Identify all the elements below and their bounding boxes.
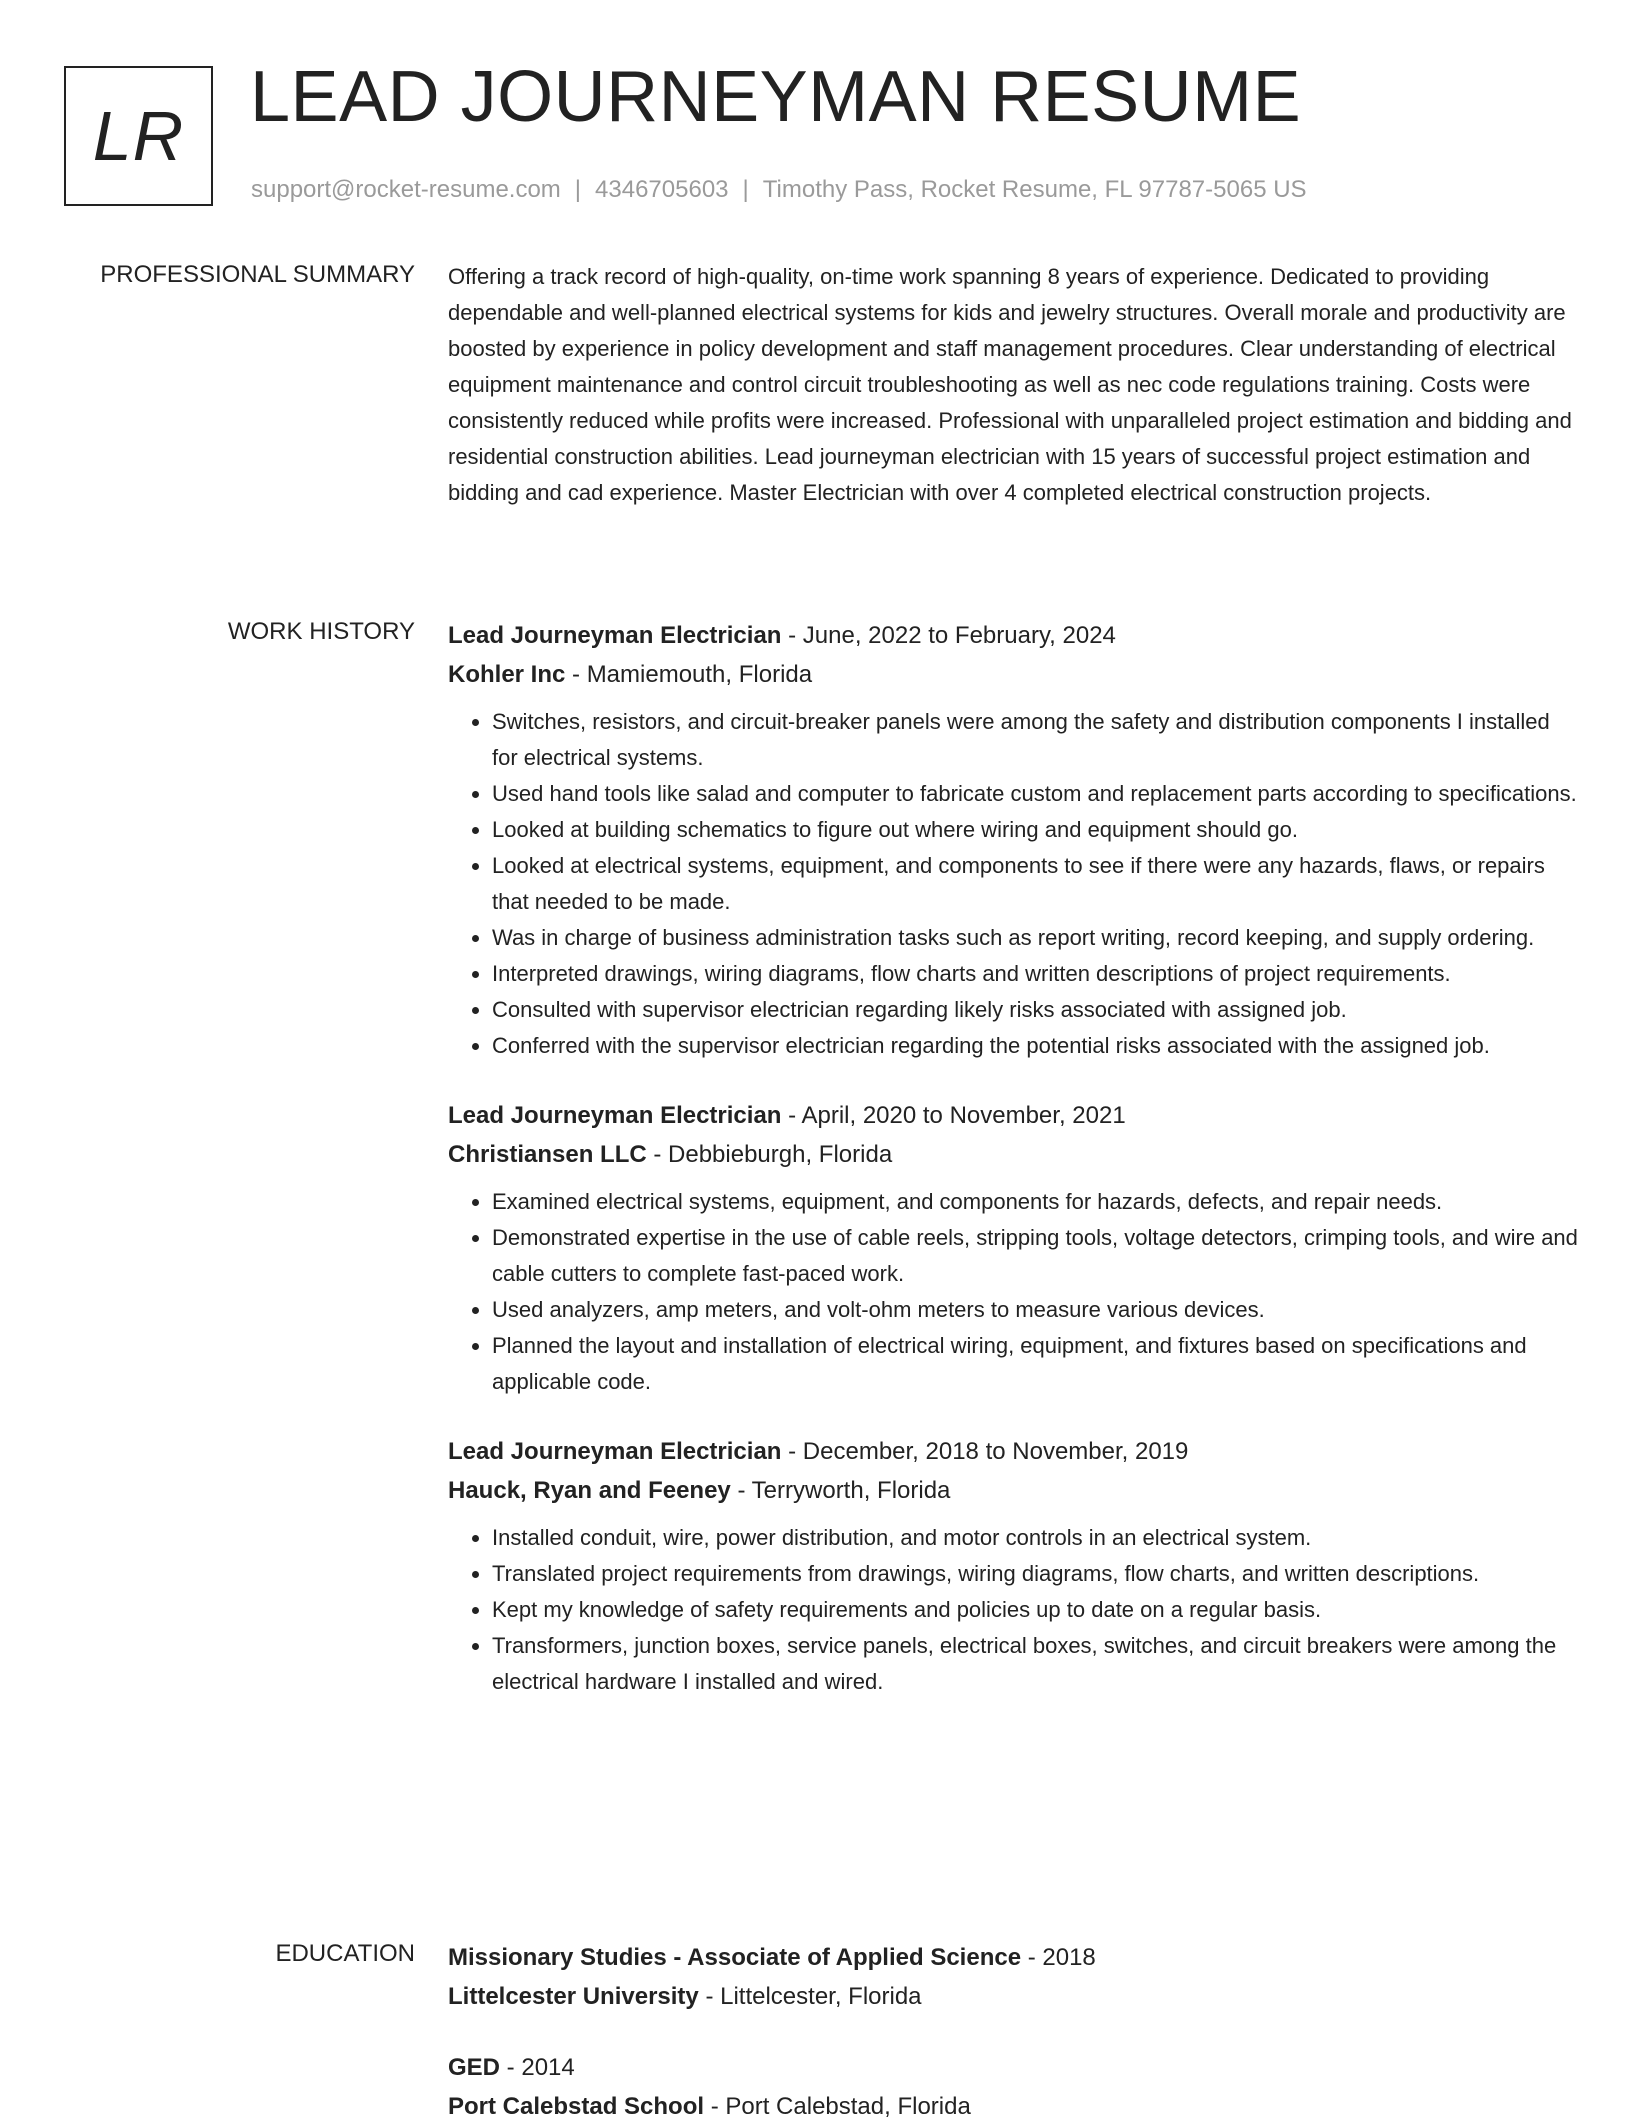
education-year: - 2018: [1021, 1944, 1096, 1971]
list-item: • Installed conduit, wire, power distribution, and motor controls in an electrical system.: [492, 1520, 1578, 1556]
education-entry: [448, 2048, 1578, 2126]
contact-line: [251, 176, 1307, 204]
page-title: LEAD JOURNEYMAN RESUME: [250, 57, 1302, 137]
list-item: • Kept my knowledge of safety requirements and policies up to date on a regular basis.: [492, 1592, 1578, 1628]
list-item: • Transformers, junction boxes, service panels, electrical boxes, switches, and circuit breakers were among the electrical hardware I installed and wired.: [492, 1628, 1578, 1700]
job-title-line: [448, 1096, 1578, 1135]
job-location: - Debbieburgh, Florida: [646, 1141, 893, 1168]
list-item: • Demonstrated expertise in the use of cable reels, stripping tools, voltage detectors, crimping tools, and wire and cable cutters to complete fast-paced work.: [492, 1220, 1578, 1292]
job-dates: - December, 2018 to November, 2019: [781, 1438, 1189, 1465]
list-item: • Switches, resistors, and circuit-breaker panels were among the safety and distribution components I installed for electrical systems.: [492, 704, 1578, 776]
list-item: • Consulted with supervisor electrician regarding likely risks associated with assigned job.: [492, 992, 1578, 1028]
list-item: • Looked at building schematics to figure out where wiring and equipment should go.: [492, 812, 1578, 848]
job-entry: [448, 1096, 1578, 1400]
job-title: Lead Journeyman Electrician: [448, 622, 782, 649]
job-dates: - June, 2022 to February, 2024: [781, 622, 1116, 649]
job-title: Lead Journeyman Electrician: [448, 1438, 782, 1465]
education-year: - 2014: [500, 2054, 575, 2081]
summary-label: PROFESSIONAL SUMMARY: [100, 261, 415, 288]
contact-phone[interactable]: 4346705603: [595, 176, 729, 203]
education-entry: [448, 1938, 1578, 2016]
education-degree-line: [448, 1938, 1578, 1977]
education-label: EDUCATION: [275, 1940, 415, 1967]
list-item: • Examined electrical systems, equipment, and components for hazards, defects, and repair needs.: [492, 1184, 1578, 1220]
job-company-line: [448, 1135, 1578, 1174]
job-entry: [448, 1432, 1578, 1700]
job-title-line: [448, 1432, 1578, 1471]
education-school-line: [448, 2087, 1578, 2126]
list-item: • Was in charge of business administration tasks such as report writing, record keeping, and supply ordering.: [492, 920, 1578, 956]
list-item: • Planned the layout and installation of electrical wiring, equipment, and fixtures based on specifications and applicable code.: [492, 1328, 1578, 1400]
job-location: - Mamiemouth, Florida: [565, 661, 813, 688]
job-company: Christiansen LLC: [448, 1141, 647, 1168]
monogram-logo: LR: [64, 66, 213, 206]
resume-header: [64, 57, 1564, 211]
job-dates: - April, 2020 to November, 2021: [781, 1102, 1126, 1129]
job-title: Lead Journeyman Electrician: [448, 1102, 782, 1129]
job-bullets: [448, 1184, 1578, 1400]
contact-separator: |: [742, 176, 749, 203]
contact-address: Timothy Pass, Rocket Resume, FL 97787-5065 US: [762, 176, 1307, 203]
job-company-line: [448, 1471, 1578, 1510]
list-item: • Used hand tools like salad and computer to fabricate custom and replacement parts according to specifications.: [492, 776, 1578, 812]
list-item: • Translated project requirements from drawings, wiring diagrams, flow charts, and written descriptions.: [492, 1556, 1578, 1592]
education-school: Littelcester University: [448, 1983, 699, 2010]
job-title-line: [448, 616, 1578, 655]
list-item: • Looked at electrical systems, equipment, and components to see if there were any hazards, flaws, or repairs that needed to be made.: [492, 848, 1578, 920]
work-history-label: WORK HISTORY: [227, 618, 415, 645]
education-degree: GED: [448, 2054, 501, 2081]
education-school: Port Calebstad School: [448, 2093, 705, 2120]
contact-separator: |: [574, 176, 582, 203]
job-company: Hauck, Ryan and Feeney: [448, 1477, 731, 1504]
job-location: - Terryworth, Florida: [730, 1477, 951, 1504]
job-bullets: [448, 1520, 1578, 1700]
education-degree: Missionary Studies - Associate of Applied Science: [448, 1944, 1022, 1971]
job-entry: [448, 616, 1578, 1064]
list-item: • Used analyzers, amp meters, and volt-ohm meters to measure various devices.: [492, 1292, 1578, 1328]
list-item: • Interpreted drawings, wiring diagrams, flow charts and written descriptions of project requirements.: [492, 956, 1578, 992]
contact-email[interactable]: support@rocket-resume.com: [251, 176, 561, 203]
job-company: Kohler Inc: [448, 661, 566, 688]
list-item: • Conferred with the supervisor electrician regarding the potential risks associated with the assigned job.: [492, 1028, 1578, 1064]
education-degree-line: [448, 2048, 1578, 2087]
job-bullets: [448, 704, 1578, 1064]
job-company-line: [448, 655, 1578, 694]
education-school-line: [448, 1977, 1578, 2016]
education-location: - Port Calebstad, Florida: [704, 2093, 971, 2120]
education-location: - Littelcester, Florida: [698, 1983, 922, 2010]
summary-text: Offering a track record of high-quality, on-time work spanning 8 years of experience. Dedicated to providing dependable and well-planned electrical systems for kids and jewelry structures. Overall morale and productivity are boosted by experience in policy development and staff management procedures. Clear understanding of electrical equipment maintenance and control circuit troubleshooting as well as nec code regulations training. Costs were consistently reduced while profits were increased. Professional with unparalleled project estimation and bidding and residential construction abilities. Lead journeyman electrician with 15 years of successful project estimation and bidding and cad experience. Master Electrician with over 4 completed electrical construction projects.: [448, 264, 1572, 505]
